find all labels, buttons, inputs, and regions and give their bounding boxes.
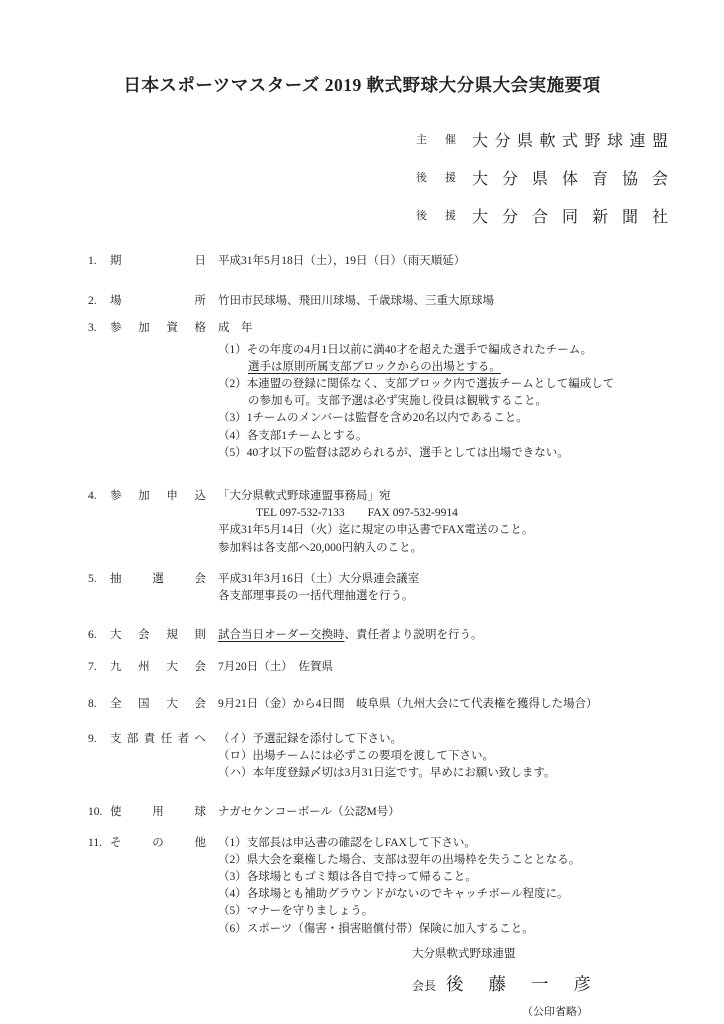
- section-number: 2.: [88, 295, 97, 308]
- signature-organization: 大分県軟式野球連盟: [412, 947, 516, 960]
- sponsor-role: 主催: [416, 134, 456, 146]
- president-title: 会長: [412, 978, 437, 993]
- section-number: 9.: [88, 732, 97, 745]
- section-list: [88, 253, 688, 938]
- section-line: （4）各球場とも補助グラウンドがないのでキャッチボール程度に。: [218, 888, 569, 901]
- section-official-ball: [88, 804, 688, 821]
- sponsor-block: [0, 127, 668, 241]
- section-number: 1.: [88, 255, 97, 267]
- section-line: （1）支部長は申込書の確認をしFAXして下さい。: [218, 836, 476, 849]
- section-label: その他: [110, 836, 206, 849]
- seal-omitted-note: （公印省略）: [522, 1005, 588, 1018]
- section-label: 大会規則: [110, 629, 206, 642]
- section-line: 成 年: [218, 322, 253, 335]
- section-label: 抽選会: [110, 572, 206, 585]
- section-line: 「大分県軟式野球連盟事務局」宛: [218, 490, 391, 503]
- section-label: 参加資格: [110, 322, 206, 335]
- section-rules: [88, 627, 688, 644]
- section-kyushu-tournament: [88, 659, 688, 676]
- section-line: （3）1チームのメンバーは監督を含め20名以内であること。: [218, 412, 528, 425]
- section-line: （イ）予選記録を添付して下さい。: [218, 732, 402, 745]
- section-line: （5）マナーを守りましょう。: [218, 905, 374, 918]
- section-line: 平成31年5月18日（土），19日（日）（雨天順延）: [218, 255, 466, 267]
- section-number: 6.: [88, 629, 97, 642]
- sponsor-row-organizer: [416, 127, 668, 151]
- sponsor-name: 大分合同新聞社: [472, 208, 668, 226]
- sponsor-name: 大分県軟式野球連盟: [472, 132, 668, 150]
- section-line: （6）スポーツ（傷害・損害賠償付帯）保険に加入すること。: [218, 922, 534, 935]
- section-line: の参加も可。支部予選は必ず実施し役員は観戦すること。: [248, 395, 547, 408]
- section-line-underlined: 選手は原則所属支部ブロックからの出場とする。: [248, 360, 501, 373]
- section-label: 参加申込: [110, 490, 206, 503]
- section-line: （2）本連盟の登録に関係なく、支部ブロック内で選抜チームとして編成して: [218, 378, 615, 391]
- sponsor-role: 後援: [416, 210, 456, 222]
- section-miscellaneous: [88, 835, 688, 938]
- rules-underlined-phrase: 試合当日オーダー交換時: [218, 629, 345, 642]
- sponsor-name: 大分県体育協会: [472, 170, 668, 188]
- section-number: 8.: [88, 697, 97, 710]
- contact-phone-fax: TEL 097-532-7133 FAX 097-532-9914: [256, 507, 458, 520]
- section-line: ナガセケンコーボール（公認M号）: [218, 806, 400, 819]
- section-application: [88, 488, 688, 557]
- section-number: 10.: [88, 806, 103, 819]
- section-venue: [88, 293, 688, 310]
- rules-rest-phrase: 、責任者より説明を行う。: [344, 629, 483, 642]
- section-label: 期日: [110, 255, 206, 267]
- section-line: （ロ）出場チームには必ずこの要項を渡して下さい。: [218, 750, 494, 763]
- section-line: （1）その年度の4月1日以前に満40才を超えた選手で編成されたチーム。: [218, 343, 593, 356]
- section-lottery: [88, 571, 688, 605]
- section-line: 7月20日（土） 佐賀県: [218, 661, 333, 674]
- president-row: [412, 971, 724, 996]
- section-line: [218, 627, 688, 644]
- section-label: 使用球: [110, 806, 206, 819]
- section-label: 支部責任者へ: [110, 732, 206, 745]
- president-name: 後藤一彦: [446, 973, 617, 994]
- section-eligibility: [88, 320, 688, 462]
- section-line: （5）40才以下の監督は認められるが、選手としては出場できない。: [218, 446, 569, 459]
- section-number: 11.: [88, 836, 102, 849]
- section-line: 9月21日（金）から4日間 岐阜県（九州大会にて代表権を獲得した場合）: [218, 697, 598, 710]
- section-line: （3）各球場ともゴミ類は各自で持って帰ること。: [218, 871, 477, 884]
- section-line: 平成31年5月14日（火）迄に規定の申込書でFAX電送のこと。: [218, 524, 534, 537]
- section-line: 竹田市民球場、飛田川球場、千歳球場、三重大原球場: [218, 295, 494, 308]
- section-national-tournament: [88, 696, 688, 713]
- section-line: （4）各支部1チームとする。: [218, 429, 368, 442]
- section-line: 平成31年3月16日（土）大分県連会議室: [218, 572, 420, 585]
- section-number: 5.: [88, 572, 97, 585]
- section-line: （ハ）本年度登録〆切は3月31日迄です。早めにお願い致します。: [218, 767, 556, 780]
- document-title: 日本スポーツマスターズ 2019 軟式野球大分県大会実施要項: [123, 75, 601, 95]
- sponsor-role: 後援: [416, 172, 456, 184]
- section-label: 場所: [110, 295, 206, 308]
- section-label: 全国大会: [110, 697, 206, 710]
- section-number: 4.: [88, 490, 97, 503]
- sponsor-row-supporter-2: [416, 203, 668, 227]
- section-line: 各支部理事長の一括代理抽選を行う。: [218, 590, 414, 603]
- section-number: 7.: [88, 661, 97, 674]
- section-branch-managers: [88, 731, 688, 783]
- section-line: （2）県大会を棄権した場合、支部は翌年の出場枠を失うこととなる。: [218, 853, 581, 866]
- section-line: 参加料は各支部へ20,000円納入のこと。: [218, 541, 423, 554]
- section-period: [88, 253, 688, 270]
- section-number: 3.: [88, 322, 97, 335]
- signature-block: [412, 946, 724, 1019]
- section-label: 九州大会: [110, 661, 206, 674]
- sponsor-row-supporter-1: [416, 165, 668, 189]
